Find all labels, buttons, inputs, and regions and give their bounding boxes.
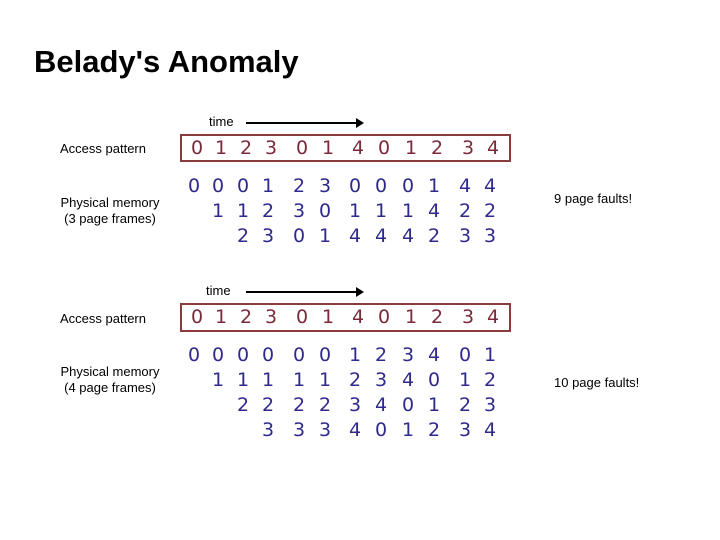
access-value: 1: [214, 137, 228, 159]
physical-memory-label-line1: Physical memory: [60, 364, 160, 379]
memory-frame-value: 2: [236, 394, 250, 416]
memory-frame-value: 0: [427, 369, 441, 391]
access-value: 4: [486, 306, 500, 328]
memory-frame-value: 4: [483, 175, 497, 197]
memory-frame-value: 3: [292, 419, 306, 441]
memory-frame-value: 2: [292, 175, 306, 197]
memory-frame-value: 1: [318, 225, 332, 247]
memory-frame-value: 4: [374, 225, 388, 247]
time-label-2: time: [206, 283, 231, 298]
memory-frame-value: 1: [348, 200, 362, 222]
memory-frame-value: 0: [318, 344, 332, 366]
memory-frame-value: 3: [401, 344, 415, 366]
memory-frame-value: 1: [261, 175, 275, 197]
memory-frame-value: 1: [483, 344, 497, 366]
access-value: 1: [321, 137, 335, 159]
time-label-1: time: [209, 114, 234, 129]
memory-frame-value: 3: [261, 225, 275, 247]
time-arrow-1: [246, 122, 362, 124]
memory-frame-value: 0: [458, 344, 472, 366]
memory-frame-value: 1: [211, 369, 225, 391]
access-value: 2: [239, 137, 253, 159]
memory-frame-value: 4: [374, 394, 388, 416]
physical-memory-label-line1: Physical memory: [60, 195, 160, 210]
memory-frame-value: 2: [374, 344, 388, 366]
memory-frame-value: 0: [401, 175, 415, 197]
access-value: 4: [351, 137, 365, 159]
memory-frame-value: 0: [401, 394, 415, 416]
memory-frame-value: 3: [458, 225, 472, 247]
access-value: 1: [214, 306, 228, 328]
memory-frame-value: 4: [427, 200, 441, 222]
memory-frame-value: 3: [318, 419, 332, 441]
memory-frame-value: 4: [348, 419, 362, 441]
page-faults-1: 9 page faults!: [554, 191, 633, 206]
memory-frame-value: 2: [483, 200, 497, 222]
access-value: 2: [430, 137, 444, 159]
access-value: 2: [430, 306, 444, 328]
memory-frame-value: 0: [292, 344, 306, 366]
access-value: 3: [461, 137, 475, 159]
memory-frame-value: 4: [401, 225, 415, 247]
memory-frame-value: 1: [374, 200, 388, 222]
page-faults-2: 10 page faults!: [554, 375, 640, 390]
physical-memory-label-1: [50, 195, 170, 227]
memory-frame-value: 0: [187, 175, 201, 197]
memory-frame-value: 1: [348, 344, 362, 366]
memory-frame-value: 0: [236, 175, 250, 197]
physical-memory-label-line2: (4 page frames): [64, 380, 156, 395]
memory-frame-value: 2: [458, 394, 472, 416]
access-pattern-label-2: Access pattern: [60, 311, 146, 326]
access-value: 0: [377, 306, 391, 328]
memory-frame-value: 0: [292, 225, 306, 247]
memory-frame-value: 3: [458, 419, 472, 441]
memory-frame-value: 2: [427, 225, 441, 247]
memory-frame-value: 0: [318, 200, 332, 222]
access-pattern-label-1: Access pattern: [60, 141, 146, 156]
access-value: 4: [486, 137, 500, 159]
physical-memory-label-2: [50, 364, 170, 396]
access-value: 1: [404, 137, 418, 159]
memory-frame-value: 2: [318, 394, 332, 416]
memory-frame-value: 0: [348, 175, 362, 197]
time-arrow-2: [246, 291, 362, 293]
memory-frame-value: 0: [374, 419, 388, 441]
access-value: 0: [190, 306, 204, 328]
memory-frame-value: 0: [211, 175, 225, 197]
memory-frame-value: 1: [236, 369, 250, 391]
memory-frame-value: 4: [483, 419, 497, 441]
access-value: 1: [404, 306, 418, 328]
access-value: 3: [264, 137, 278, 159]
memory-frame-value: 2: [292, 394, 306, 416]
memory-frame-value: 0: [236, 344, 250, 366]
memory-frame-value: 1: [458, 369, 472, 391]
memory-frame-value: 3: [318, 175, 332, 197]
memory-frame-value: 1: [318, 369, 332, 391]
memory-frame-value: 3: [292, 200, 306, 222]
access-value: 3: [461, 306, 475, 328]
memory-frame-value: 0: [374, 175, 388, 197]
access-value: 0: [190, 137, 204, 159]
memory-frame-value: 4: [401, 369, 415, 391]
memory-frame-value: 4: [458, 175, 472, 197]
memory-frame-value: 2: [261, 200, 275, 222]
memory-frame-value: 2: [348, 369, 362, 391]
memory-frame-value: 0: [187, 344, 201, 366]
memory-frame-value: 3: [483, 225, 497, 247]
memory-frame-value: 2: [458, 200, 472, 222]
slide-title: Belady's Anomaly: [34, 44, 299, 79]
access-value: 0: [295, 137, 309, 159]
memory-frame-value: 0: [261, 344, 275, 366]
memory-frame-value: 1: [427, 175, 441, 197]
memory-frame-value: 2: [261, 394, 275, 416]
memory-frame-value: 1: [236, 200, 250, 222]
memory-frame-value: 0: [211, 344, 225, 366]
access-value: 0: [295, 306, 309, 328]
memory-frame-value: 2: [427, 419, 441, 441]
memory-frame-value: 1: [261, 369, 275, 391]
access-value: 0: [377, 137, 391, 159]
memory-frame-value: 1: [401, 419, 415, 441]
memory-frame-value: 3: [348, 394, 362, 416]
access-value: 2: [239, 306, 253, 328]
memory-frame-value: 1: [427, 394, 441, 416]
memory-frame-value: 2: [483, 369, 497, 391]
memory-frame-value: 1: [401, 200, 415, 222]
access-value: 3: [264, 306, 278, 328]
access-value: 1: [321, 306, 335, 328]
memory-frame-value: 3: [483, 394, 497, 416]
memory-frame-value: 4: [348, 225, 362, 247]
memory-frame-value: 3: [374, 369, 388, 391]
memory-frame-value: 3: [261, 419, 275, 441]
memory-frame-value: 1: [292, 369, 306, 391]
physical-memory-label-line2: (3 page frames): [64, 211, 156, 226]
memory-frame-value: 4: [427, 344, 441, 366]
access-value: 4: [351, 306, 365, 328]
memory-frame-value: 1: [211, 200, 225, 222]
memory-frame-value: 2: [236, 225, 250, 247]
